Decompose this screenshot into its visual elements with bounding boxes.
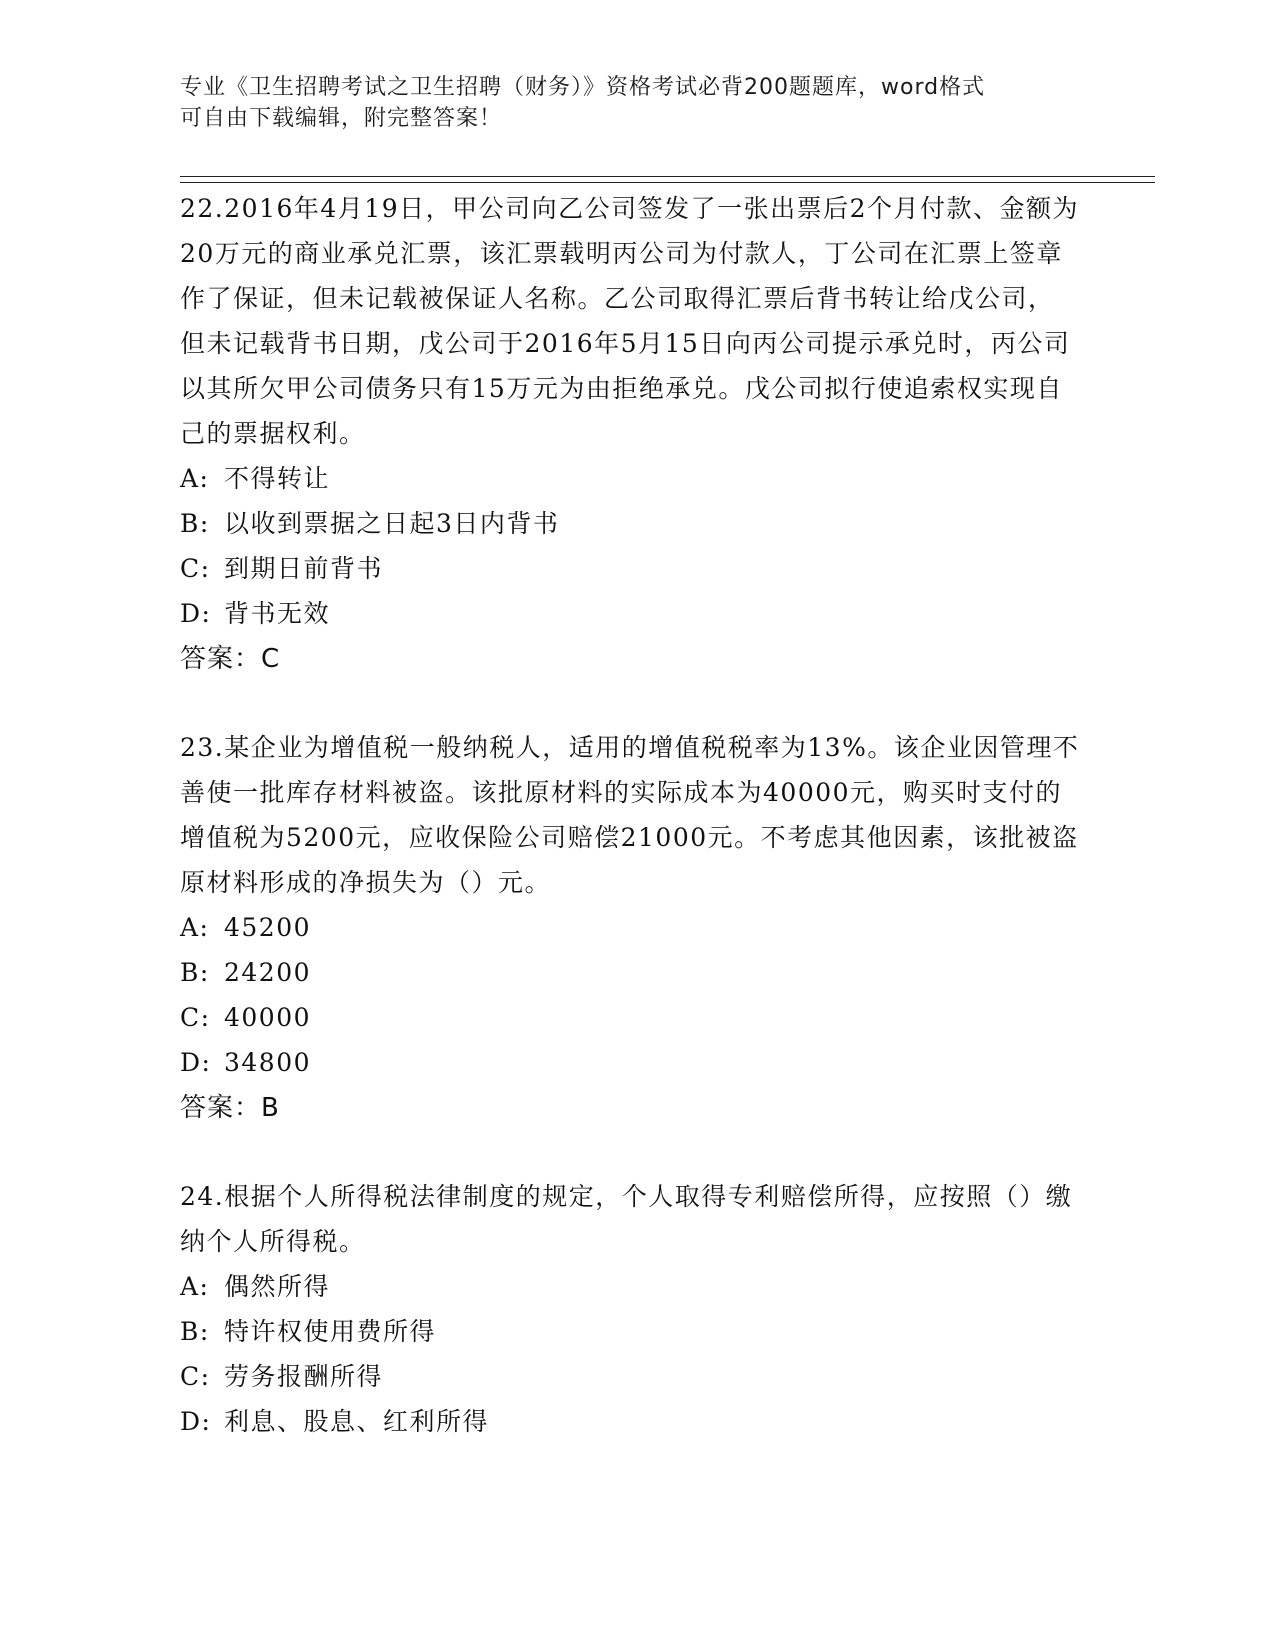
option-letter: D: bbox=[180, 1048, 212, 1077]
question-24 bbox=[180, 1174, 1080, 1444]
option-letter: A: bbox=[180, 1272, 210, 1301]
question-22 bbox=[180, 186, 1080, 682]
option-text: 利息、股息、红利所得 bbox=[224, 1407, 490, 1436]
option-letter: B: bbox=[180, 958, 210, 987]
question-text: 23.某企业为增值税一般纳税人，适用的增值税税率为13%。该企业因管理不善使一批库存材料被盗。该批原材料的实际成本为40000元，购买时支付的增值税为5200元，应收保险公司赔偿21000元。不考虑其他因素，该批被盗原材料形成的净损失为（）元。 bbox=[180, 733, 1080, 897]
option-letter: C: bbox=[180, 1003, 211, 1032]
option-text: 40000 bbox=[224, 1003, 312, 1032]
question-list bbox=[180, 186, 1080, 1487]
header-line-1: 专业《卫生招聘考试之卫生招聘（财务）》资格考试必背200题题库，word格式 bbox=[180, 75, 986, 100]
option-b bbox=[180, 1309, 1080, 1354]
option-letter: C: bbox=[180, 1362, 211, 1391]
question-23 bbox=[180, 725, 1080, 1131]
option-text: 特许权使用费所得 bbox=[224, 1317, 437, 1346]
option-text: 不得转让 bbox=[224, 464, 331, 493]
option-d bbox=[180, 1040, 1080, 1085]
option-letter: A: bbox=[180, 913, 210, 942]
question-text: 24.根据个人所得税法律制度的规定，个人取得专利赔偿所得，应按照（）缴纳个人所得税。 bbox=[180, 1182, 1073, 1256]
header-divider-top bbox=[180, 176, 1155, 177]
header-line-2: 可自由下载编辑，附完整答案！ bbox=[180, 106, 503, 131]
option-letter: D: bbox=[180, 1407, 212, 1436]
option-letter: B: bbox=[180, 509, 210, 538]
answer-line: 答案：C bbox=[180, 644, 281, 674]
answer-line: 答案：B bbox=[180, 1093, 280, 1123]
option-text: 34800 bbox=[224, 1048, 312, 1077]
option-b bbox=[180, 501, 1080, 546]
option-a bbox=[180, 1264, 1080, 1309]
option-letter: C: bbox=[180, 554, 211, 583]
option-text: 背书无效 bbox=[224, 599, 331, 628]
option-letter: A: bbox=[180, 464, 210, 493]
option-letter: B: bbox=[180, 1317, 210, 1346]
option-text: 到期日前背书 bbox=[224, 554, 384, 583]
option-a bbox=[180, 456, 1080, 501]
option-text: 以收到票据之日起3日内背书 bbox=[224, 509, 560, 538]
document-header bbox=[180, 72, 1060, 134]
option-text: 24200 bbox=[224, 958, 312, 987]
option-text: 偶然所得 bbox=[224, 1272, 331, 1301]
option-c bbox=[180, 546, 1080, 591]
option-c bbox=[180, 995, 1080, 1040]
option-a bbox=[180, 905, 1080, 950]
header-divider-bottom bbox=[180, 182, 1155, 183]
option-d bbox=[180, 591, 1080, 636]
option-text: 劳务报酬所得 bbox=[224, 1362, 384, 1391]
option-b bbox=[180, 950, 1080, 995]
option-c bbox=[180, 1354, 1080, 1399]
option-letter: D: bbox=[180, 599, 212, 628]
question-text: 22.2016年4月19日，甲公司向乙公司签发了一张出票后2个月付款、金额为20万元的商业承兑汇票，该汇票载明丙公司为付款人，丁公司在汇票上签章作了保证，但未记载被保证人名称。乙公司取得汇票后背书转让给戊公司，但未记载背书日期，戊公司于2016年5月15日向丙公司提示承兑时，丙公司以其所欠甲公司债务只有15万元为由拒绝承兑。戊公司拟行使追索权实现自己的票据权利。 bbox=[180, 194, 1080, 448]
option-text: 45200 bbox=[224, 913, 312, 942]
option-d bbox=[180, 1399, 1080, 1444]
